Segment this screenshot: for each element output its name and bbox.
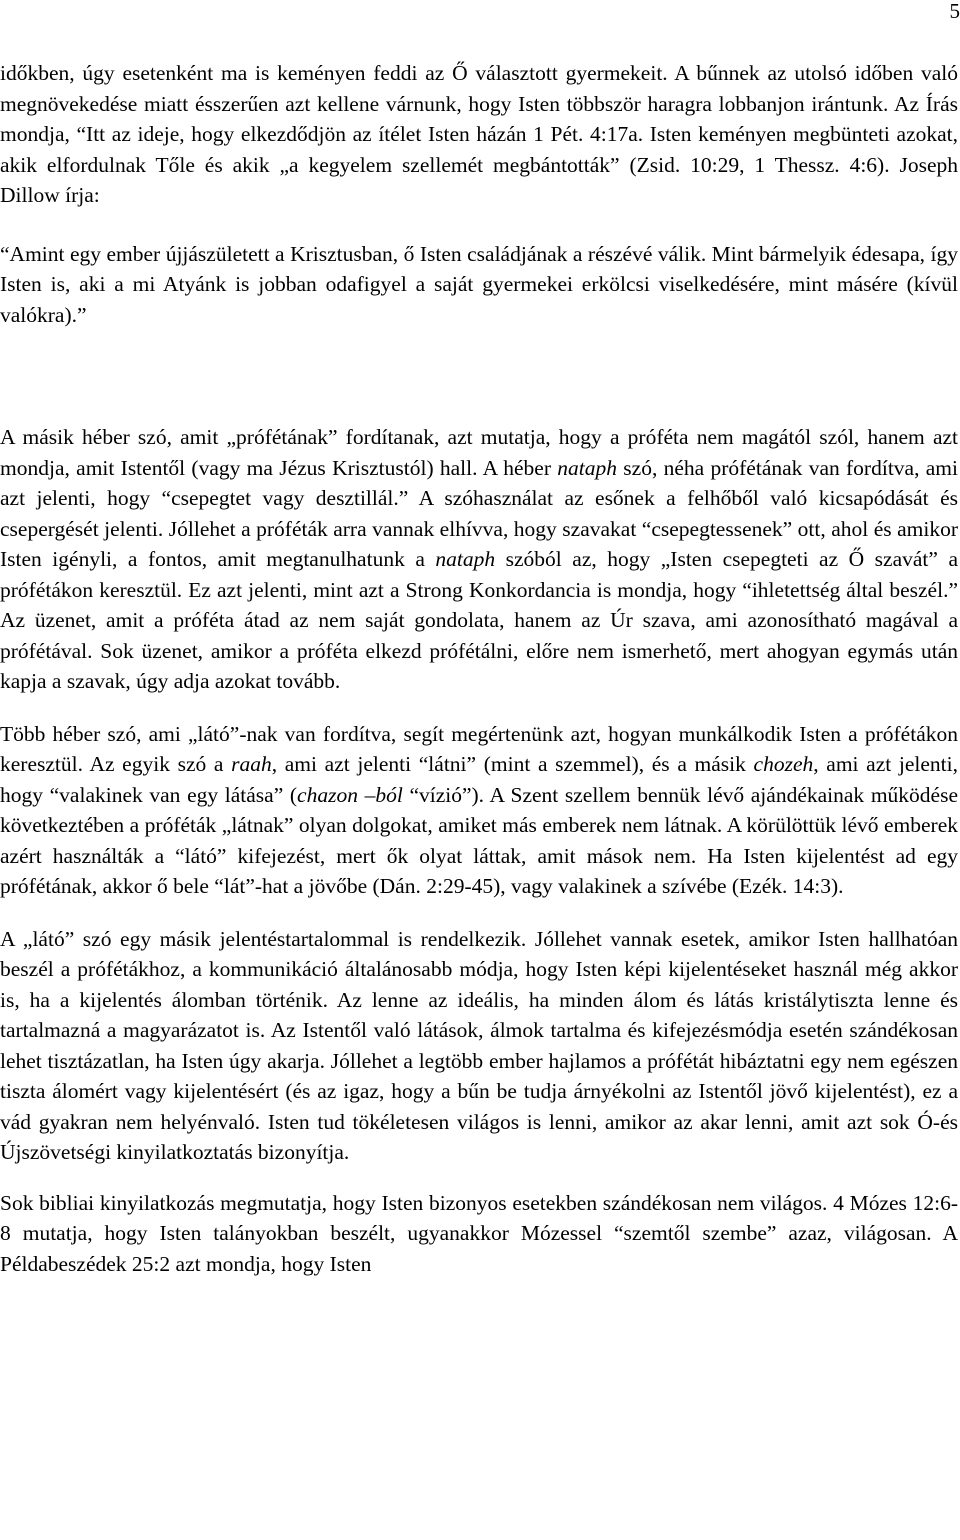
- paragraph-3: [0, 719, 958, 902]
- italic-term: chozeh: [753, 752, 814, 776]
- italic-term: raah: [231, 752, 272, 776]
- text-run: A másik héber szó, amit „prófétának” fordítanak, azt mutatja, hogy a próféta nem magától szól, hanem azt mondja, amit Istentől (vagy ma Jézus Krisztustól) hall. A héber: [0, 425, 958, 480]
- text-run: szóból az, hogy „Isten csepegteti az Ő szavát” a prófétákon keresztül. Ez azt jelenti, mint azt a Strong Konkordancia is mondja, hogy “ihletettség által beszél.” Az üzenet, amit a próféta átad az nem saját gondolata, hanem az Úr szava, ami azonosítható magával a prófétával. Sok üzenet, amikor a próféta elkezd prófétálni, előre nem ismerhető, mert ahogyan egymás után kapja a szavak, úgy adja azokat tovább.: [0, 547, 958, 693]
- paragraph-5: Sok bibliai kinyilatkozás megmutatja, hogy Isten bizonyos esetekben szándékosan nem világos. 4 Mózes 12:6-8 mutatja, hogy Isten talányokban beszélt, ugyanakkor Mózessel “szemtől szembe” azaz, világosan. A Példabeszédek 25:2 azt mondja, hogy Isten: [0, 1190, 958, 1276]
- text-run: , ami azt jelenti, hogy “valakinek van egy látása” (: [0, 752, 958, 807]
- text-run: Több héber szó, ami „látó”-nak van fordítva, segít megértenünk azt, hogyan munkálkodik Isten a prófétákon keresztül. Az egyik szó a: [0, 721, 958, 776]
- document-body: [0, 58, 958, 1279]
- italic-term: nataph: [435, 547, 496, 571]
- italic-term: nataph: [557, 455, 617, 480]
- text-run: , ami azt jelenti “látni” (mint a szemmel), és a másik: [271, 752, 754, 776]
- page-number: 5: [949, 0, 960, 23]
- block-quote: “Amint egy ember újjászületett a Krisztusban, ő Isten családjának a részévé válik. Mint bármelyik édesapa, így Isten is, aki a mi Atyánk is jobban odafigyel a saját gyermekei erkölcsi viselkedésére, mint másére (kívül valókra).”: [0, 241, 958, 327]
- text-run: “vízió”). A Szent szellem bennük lévő ajándékainak működése következtében a próféták „látnak” olyan dolgokat, amiket más emberek nem látnak. A körülöttük lévő emberek azért használták a “látó” kifejezést, mert ők olyat láttak, amit mások nem. Ha Isten kijelentést ad egy prófétának, akkor ő bele “lát”-hat a jövőbe (Dán. 2:29-45), vagy valakinek a szívébe (Ezék. 14:3).: [0, 782, 958, 898]
- paragraph-1: időkben, úgy esetenként ma is keményen feddi az Ő választott gyermekeit. A bűnnek az utolsó időben való megnövekedése miatt ésszerűen azt kellene várnunk, hogy Isten többször haragra lobbanjon irántunk. Az Írás mondja, “Itt az ideje, hogy elkezdődjön az ítélet Isten házán 1 Pét. 4:17a. Isten keményen megbünteti azokat, akik elfordulnak Tőle és akik „a kegyelem szellemét megbántották” (Zsid. 10:29, 1 Thessz. 4:6). Joseph Dillow írja:: [0, 61, 958, 207]
- paragraph-2: [0, 422, 958, 697]
- italic-term: chazon –ból: [297, 782, 403, 807]
- paragraph-4: A „látó” szó egy másik jelentéstartalommal is rendelkezik. Jóllehet vannak esetek, amikor Isten hallhatóan beszél a prófétákhoz, a kommunikáció általánosabb módja, hogy Isten képi kijelentéseket használ még akkor is, ha a kijelentés álomban történik. Az lenne az ideális, ha minden álom és látás kristálytiszta lenne és tartalmazná a magyarázatot is. Az Istentől való látások, álmok tartalma és kifejezésmódja esetén szándékosan lehet tisztázatlan, ha Isten úgy akarja. Jóllehet a legtöbb ember hajlamos a prófétát hibáztatni egy nem egészen tiszta álomért vagy kijelentésért (és az igaz, hogy a bűn be tudja árnyékolni az Istentől jövő kijelentést), ez a vád gyakran nem helyénvaló. Isten tud tökéletesen világos is lenni, amikor az akar lenni, amit azt sok Ó-és Újszövetségi kinyilatkoztatás bizonyítja.: [0, 926, 958, 1164]
- text-run: szó, néha prófétának van fordítva, ami azt jelenti, hogy “csepegtet vagy desztillál.” A szóhasználat az esőnek a felhőből való kicsapódását és csepergését jelenti. Jóllehet a próféták arra vannak elhívva, hogy szavakat “csepegtessenek” ott, ahol és amikor Isten igényli, a fontos, amit megtanulhatunk a: [0, 455, 958, 571]
